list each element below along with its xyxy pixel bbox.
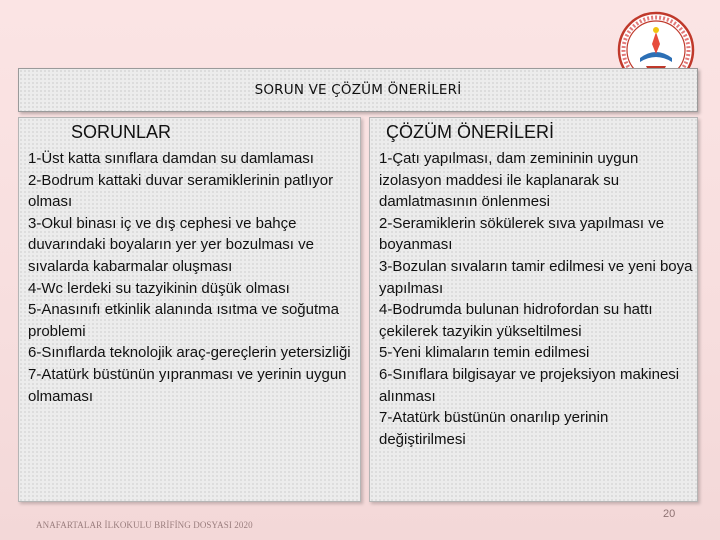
list-item: 7-Atatürk büstünün onarılıp yerinin değiştirilmesi	[379, 409, 609, 448]
list-item: 2-Bodrum kattaki duvar seramiklerinin patlıyor olması	[28, 171, 334, 211]
list-item: 3-Bozulan sıvaların tamir edilmesi ve yeni boya yapılması	[379, 257, 693, 297]
page-title: SORUN VE ÇÖZÜM ÖNERİLERİ	[254, 82, 462, 98]
list-item: 6-Sınıflarda teknolojik araç-gereçlerin yetersizliği	[28, 344, 351, 362]
list-item: 5-Yeni klimaların temin edilmesi	[379, 344, 590, 362]
list-item: 7-Atatürk büstünün yıpranması ve yerinin uygun olmaması	[28, 365, 347, 405]
solutions-heading: ÇÖZÜM ÖNERİLERİ	[386, 122, 555, 142]
problems-list	[28, 148, 356, 407]
title-banner	[18, 68, 698, 112]
list-item: 5-Anasınıfı etkinlik alanında ısıtma ve soğutma problemi	[28, 301, 339, 340]
problems-heading: SORUNLAR	[71, 122, 172, 142]
list-item: 4-Bodrumda bulunan hidrofordan su hattı çekilerek tazyikin yükseltilmesi	[379, 301, 653, 340]
list-item: 3-Okul binası iç ve dış cephesi ve bahçe duvarındaki boyaların yer yer bozulması ve sıvalarda kabarmalar oluşması	[28, 214, 314, 275]
list-item: 4-Wc lerdeki su tazyikinin düşük olması	[28, 279, 290, 297]
list-item: 2-Seramiklerin sökülerek sıva yapılması ve boyanması	[379, 214, 665, 254]
problems-panel	[18, 117, 361, 502]
footer-caption: ANAFARTALAR İLKOKULU BRİFİNG DOSYASI 2020	[36, 520, 253, 530]
page-number: 20	[663, 508, 676, 520]
solutions-panel	[369, 117, 698, 502]
solutions-list	[379, 148, 693, 450]
list-item: 6-Sınıflara bilgisayar ve projeksiyon makinesi alınması	[379, 365, 680, 405]
list-item: 1-Üst katta sınıflara damdan su damlaması	[28, 150, 314, 167]
list-item: 1-Çatı yapılması, dam zemininin uygun izolasyon maddesi ile kaplanarak su damlatmasının önlenmesi	[379, 150, 639, 211]
